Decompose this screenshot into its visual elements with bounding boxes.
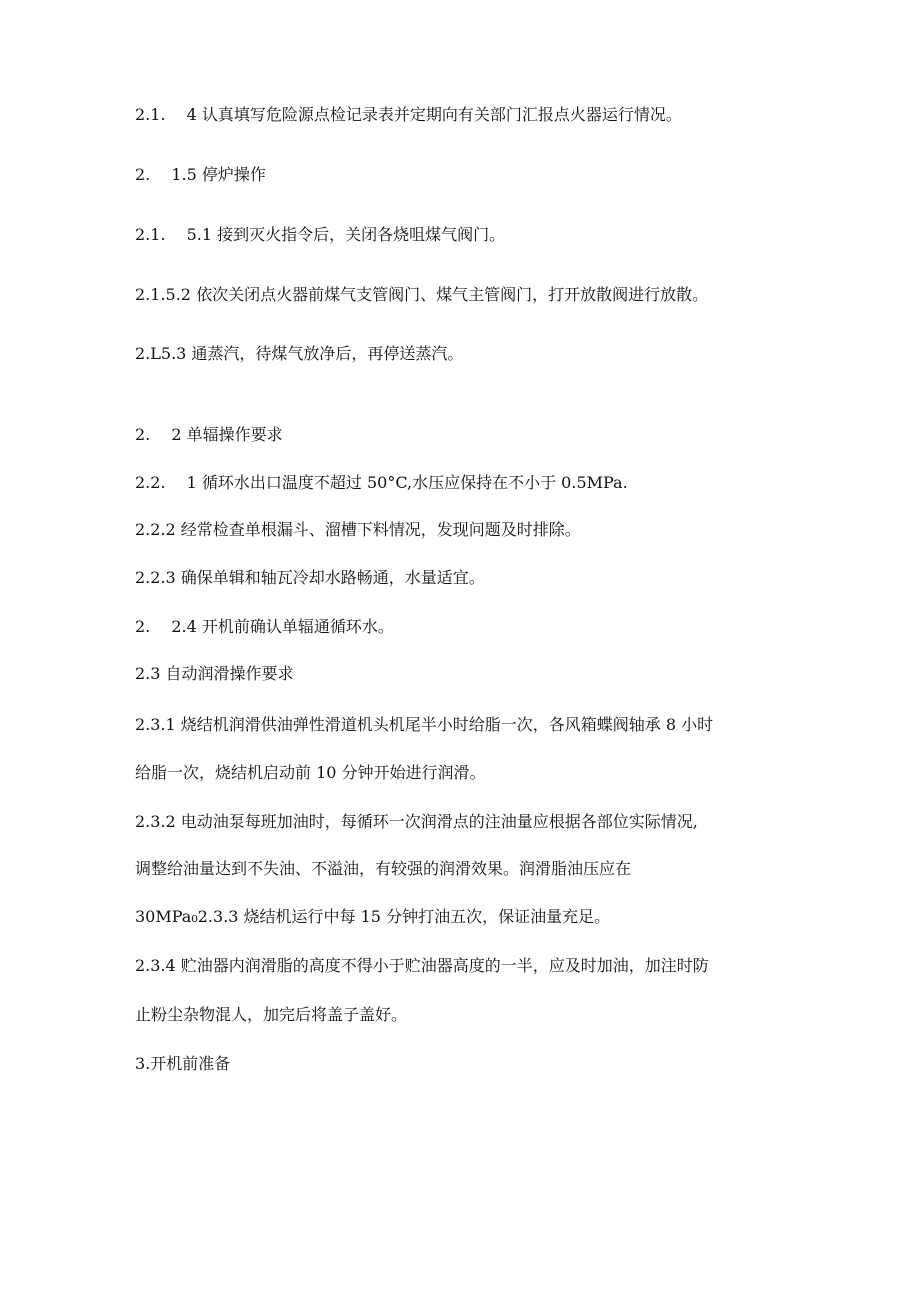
text-line-2-1-5-2: 2.1.5.2 依次关闭点火器前煤气支管阀门、煤气主管阀门，打开放散阀进行放散。 <box>135 285 709 304</box>
text-line-2-3-4-a: 2.3.4 贮油器内润滑脂的高度不得小于贮油器高度的一半，应及时加油，加注时防 <box>135 956 709 975</box>
text-line-2-2-3: 2.2.3 确保单辑和轴瓦冷却水路畅通，水量适宜。 <box>135 568 485 587</box>
text-line-2-3-2-c: 30MPa₀2.3.3 烧结机运行中每 15 分钟打油五次，保证油量充足。 <box>135 907 611 926</box>
heading-3: 3.开机前准备 <box>135 1054 231 1073</box>
text-line-2-2-4: 2. 2.4 开机前确认单辐通循环水。 <box>135 617 394 636</box>
text-line-2-3-2-b: 调整给油量达到不失油、不溢油，有较强的润滑效果。润滑脂油压应在 <box>135 859 632 878</box>
heading-2-1-5: 2. 1.5 停炉操作 <box>135 165 266 184</box>
text-line-2-1-4: 2.1. 4 认真填写危险源点检记录表并定期向有关部门汇报点火器运行情况。 <box>135 105 682 124</box>
text-line-2-3-2-a: 2.3.2 电动油泵每班加油时，每循环一次润滑点的注油量应根据各部位实际情况, <box>135 812 698 831</box>
text-line-2-3-4-b: 止粉尘杂物混人，加完后将盖子盖好。 <box>135 1005 408 1024</box>
text-line-2-2-2: 2.2.2 经常检查单根漏斗、溜槽下料情况，发现问题及时排除。 <box>135 520 581 539</box>
heading-2-2: 2. 2 单辐操作要求 <box>135 425 283 444</box>
text-line-2-1-5-3: 2.L5.3 通蒸汽，待煤气放净后，再停送蒸汽。 <box>135 344 464 363</box>
text-line-2-3-1-b: 给脂一次，烧结机启动前 10 分钟开始进行润滑。 <box>135 763 486 782</box>
heading-2-3: 2.3 自动润滑操作要求 <box>135 664 294 683</box>
text-line-2-2-1: 2.2. 1 循环水出口温度不超过 50°C,水压应保持在不小于 0.5MPa. <box>135 473 628 492</box>
text-line-2-1-5-1: 2.1. 5.1 接到灭火指令后，关闭各烧咀煤气阀门。 <box>135 225 506 244</box>
text-line-2-3-1-a: 2.3.1 烧结机润滑供油弹性滑道机头机尾半小时给脂一次，各风箱蝶阀轴承 8 小时 <box>135 715 714 734</box>
